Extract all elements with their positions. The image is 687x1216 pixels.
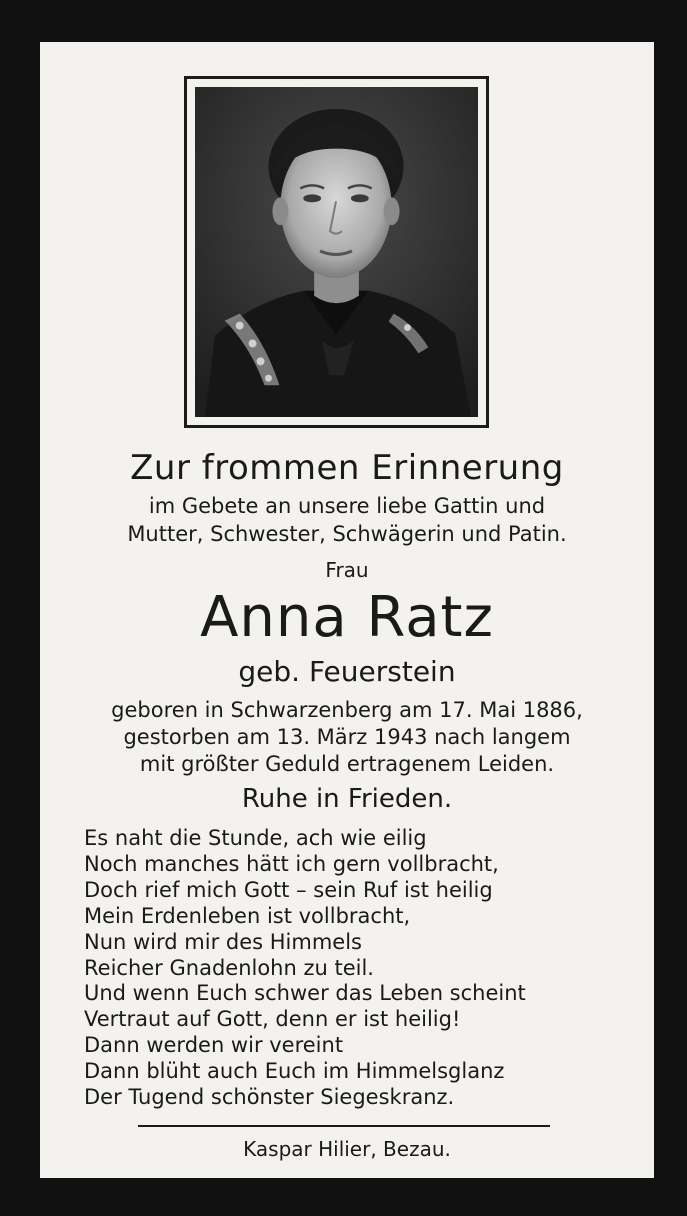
divider <box>138 1125 550 1127</box>
maiden-name: geb. Feuerstein <box>238 655 456 688</box>
poem-line: Mein Erdenleben ist vollbracht, <box>84 903 411 928</box>
poem-line: Reicher Gnadenlohn zu teil. <box>84 955 374 980</box>
poem-line: Dann blüht auch Euch im Himmelsglanz <box>84 1059 505 1084</box>
poem-line: Und wenn Euch schwer das Leben scheint <box>84 981 526 1006</box>
printer-credit: Kaspar Hilier, Bezau. <box>243 1137 451 1161</box>
poem-line: Vertraut auf Gott, denn er ist heilig! <box>84 1007 461 1032</box>
date-line: gestorben am 13. März 1943 nach langem <box>123 725 571 749</box>
memorial-card <box>40 42 654 1178</box>
life-dates <box>40 697 654 778</box>
date-line: mit größter Geduld ertragenem Leiden. <box>139 752 555 776</box>
date-line: geboren in Schwarzenberg am 17. Mai 1886, <box>111 698 583 722</box>
honorific: Frau <box>325 558 369 582</box>
poem-line: Noch manches hätt ich gern vollbracht, <box>84 851 499 876</box>
portrait-photo-icon <box>195 87 478 417</box>
intro-line: Mutter, Schwester, Schwägerin und Patin. <box>127 522 567 546</box>
poem-line: Dann werden wir vereint <box>84 1033 344 1058</box>
deceased-name: Anna Ratz <box>200 585 494 650</box>
card-heading: Zur frommen Erinnerung <box>130 448 564 488</box>
intro-text <box>40 492 654 548</box>
poem-line: Der Tugend schönster Siegeskranz. <box>84 1085 455 1110</box>
portrait-frame <box>184 76 489 428</box>
poem-line: Es naht die Stunde, ach wie eilig <box>84 826 427 850</box>
poem-line: Nun wird mir des Himmels <box>84 929 362 954</box>
blessing: Ruhe in Frieden. <box>241 784 453 814</box>
portrait-photo <box>195 87 478 417</box>
poem-line: Doch rief mich Gott – sein Ruf ist heilig <box>84 877 493 902</box>
memorial-poem <box>84 826 526 1111</box>
intro-line: im Gebete an unsere liebe Gattin und <box>148 494 546 518</box>
